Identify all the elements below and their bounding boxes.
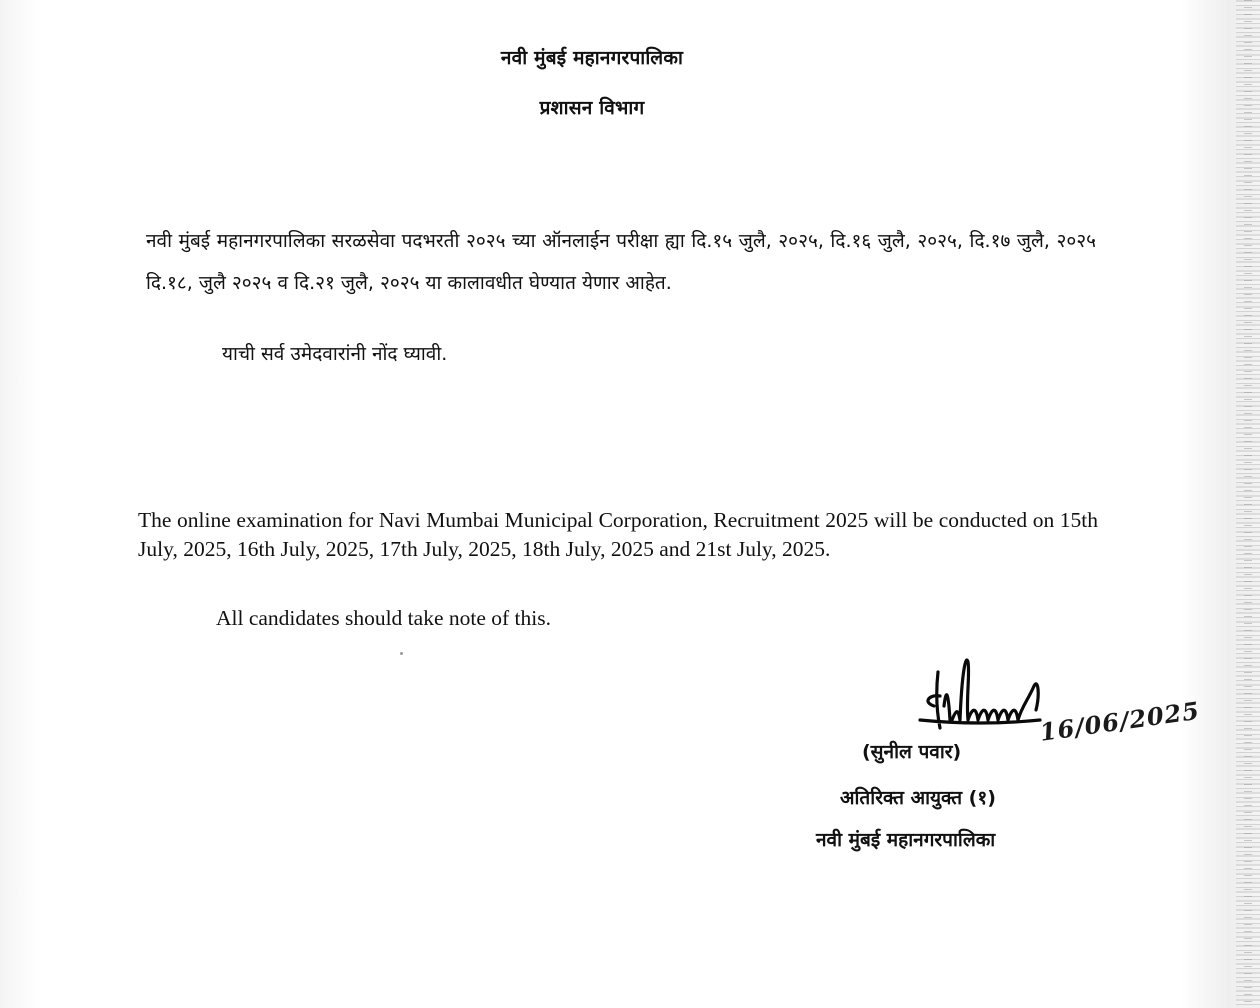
signatory-name: (सुनील पवार) bbox=[862, 741, 962, 763]
scan-edge-lines bbox=[1244, 0, 1252, 1008]
english-notice-note: All candidates should take note of this. bbox=[216, 606, 551, 630]
handwritten-signature bbox=[900, 650, 1060, 740]
header-department: प्रशासन विभाग bbox=[539, 97, 645, 119]
scan-speck bbox=[400, 652, 403, 655]
marathi-notice-note: याची सर्व उमेदवारांनी नोंद घ्यावी. bbox=[222, 343, 448, 365]
english-notice-body: The online examination for Navi Mumbai Municipal Corporation, Recruitment 2025 will be conducted on 15th July, 2025, 16th July, 2025, 17th July, 2025, 18th July, 2025 and 21st July, 2025. bbox=[138, 508, 1098, 561]
signatory-designation: अतिरिक्त आयुक्त (१) bbox=[840, 787, 996, 809]
marathi-notice-body: नवी मुंबई महानगरपालिका सरळसेवा पदभरती २०२५ च्या ऑनलाईन परीक्षा ह्या दि.१५ जुलै, २०२५, दि.१६ जुलै, २०२५, दि.१७ जुलै, २०२५ दि.१८, जुलै २०२५ व दि.२१ जुलै, २०२५ या कालावधीत घेण्यात येणार आहेत. bbox=[146, 230, 1096, 294]
signature-date: 16/06/2025 bbox=[1037, 695, 1202, 747]
signatory-organization: नवी मुंबई महानगरपालिका bbox=[816, 829, 996, 851]
header-organization: नवी मुंबई महानगरपालिका bbox=[500, 47, 684, 69]
